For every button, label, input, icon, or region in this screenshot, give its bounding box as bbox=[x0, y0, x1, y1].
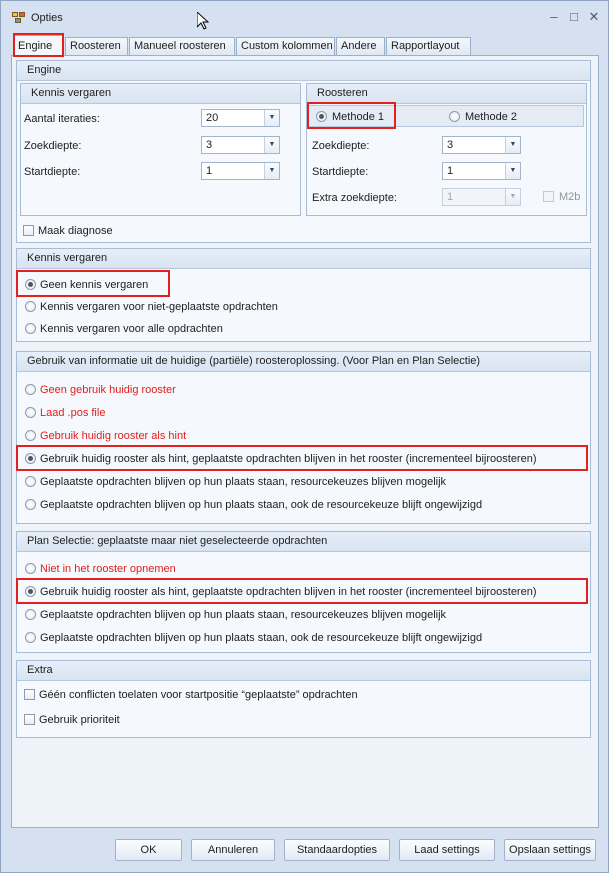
extra-zoekdiepte-label: Extra zoekdiepte: bbox=[312, 192, 397, 204]
aantal-iteraties-combo[interactable] bbox=[201, 109, 280, 127]
dropdown-arrow-icon[interactable]: ▼ bbox=[505, 137, 520, 153]
geen-kennis-radio[interactable] bbox=[25, 279, 36, 290]
tab-roosteren[interactable]: Roosteren bbox=[65, 37, 128, 56]
mouse-cursor-icon bbox=[197, 12, 209, 30]
hint-radio[interactable] bbox=[25, 430, 36, 441]
ps-incrementeel-label[interactable]: Gebruik huidig rooster als hint, geplaatste opdrachten blijven in het rooster (incrementeel bijroosteren) bbox=[40, 586, 537, 598]
m2b-checkbox bbox=[543, 191, 554, 202]
m2b-label: M2b bbox=[559, 191, 581, 203]
roosteren-zoekdiepte-value: 3 bbox=[447, 139, 454, 151]
maximize-icon[interactable]: □ bbox=[570, 9, 578, 24]
zoekdiepte-label: Zoekdiepte: bbox=[24, 140, 82, 152]
laad-pos-label[interactable]: Laad .pos file bbox=[40, 407, 106, 419]
roosteren-zoekdiepte-combo[interactable] bbox=[442, 136, 521, 154]
minimize-icon[interactable]: – bbox=[550, 9, 558, 24]
roosteren-startdiepte-label: Startdiepte: bbox=[312, 166, 369, 178]
extra-zoekdiepte-combo bbox=[442, 188, 521, 206]
extra-zoekdiepte-value: 1 bbox=[447, 191, 454, 203]
zoekdiepte-value: 3 bbox=[206, 139, 213, 151]
tab-engine[interactable]: Engine bbox=[13, 35, 64, 57]
maak-diagnose-checkbox[interactable] bbox=[23, 225, 34, 236]
incrementeel-radio[interactable] bbox=[25, 453, 36, 464]
roosteren-startdiepte-value: 1 bbox=[447, 165, 454, 177]
tab-rapportlayout[interactable]: Rapportlayout bbox=[386, 37, 471, 56]
geen-kennis-label[interactable]: Geen kennis vergaren bbox=[40, 279, 149, 291]
roosteren-settings-title: Roosteren bbox=[307, 84, 586, 104]
niet-opnemen-radio[interactable] bbox=[25, 563, 36, 574]
title-bar bbox=[1, 1, 608, 34]
app-icon bbox=[12, 12, 26, 24]
zoekdiepte-combo[interactable] bbox=[201, 136, 280, 154]
resourcekeuze-ongewijzigd-radio[interactable] bbox=[25, 499, 36, 510]
standaardopties-button[interactable]: Standaardopties bbox=[284, 839, 390, 861]
incrementeel-label[interactable]: Gebruik huidig rooster als hint, geplaatste opdrachten blijven in het rooster (incrementeel bijroosteren) bbox=[40, 453, 537, 465]
gebruik-prioriteit-checkbox[interactable] bbox=[24, 714, 35, 725]
dropdown-arrow-icon[interactable]: ▼ bbox=[264, 110, 279, 126]
kennis-settings-title: Kennis vergaren bbox=[21, 84, 300, 104]
startdiepte-combo[interactable] bbox=[201, 162, 280, 180]
ps-ongewijzigd-radio[interactable] bbox=[25, 632, 36, 643]
ps-resourcekeuzes-label[interactable]: Geplaatste opdrachten blijven op hun plaats staan, resourcekeuzes blijven mogelijk bbox=[40, 609, 447, 621]
extra-title: Extra bbox=[17, 661, 590, 681]
methode2-radio[interactable] bbox=[449, 111, 460, 122]
laad-settings-button[interactable]: Laad settings bbox=[399, 839, 495, 861]
engine-group-title: Engine bbox=[17, 61, 590, 81]
aantal-iteraties-label: Aantal iteraties: bbox=[24, 113, 100, 125]
startdiepte-label: Startdiepte: bbox=[24, 166, 81, 178]
dropdown-arrow-icon[interactable]: ▼ bbox=[264, 137, 279, 153]
roosteren-startdiepte-combo[interactable] bbox=[442, 162, 521, 180]
resourcekeuzes-mogelijk-label[interactable]: Geplaatste opdrachten blijven op hun plaats staan, resourcekeuzes blijven mogelijk bbox=[40, 476, 447, 488]
niet-opnemen-label[interactable]: Niet in het rooster opnemen bbox=[40, 563, 176, 575]
kennis-alle-label[interactable]: Kennis vergaren voor alle opdrachten bbox=[40, 323, 223, 335]
laad-pos-radio[interactable] bbox=[25, 407, 36, 418]
ps-incrementeel-radio[interactable] bbox=[25, 586, 36, 597]
aantal-iteraties-value: 20 bbox=[206, 112, 219, 124]
roosteren-zoekdiepte-label: Zoekdiepte: bbox=[312, 140, 370, 152]
ps-ongewijzigd-label[interactable]: Geplaatste opdrachten blijven op hun plaats staan, ook de resourcekeuze blijft ongewijzigd bbox=[40, 632, 483, 644]
tab-manueel-roosteren[interactable]: Manueel roosteren bbox=[129, 37, 235, 56]
methode2-label[interactable]: Methode 2 bbox=[465, 111, 517, 123]
opslaan-settings-button[interactable]: Opslaan settings bbox=[504, 839, 596, 861]
close-icon[interactable]: ✕ bbox=[588, 9, 600, 24]
dropdown-arrow-icon[interactable]: ▼ bbox=[505, 163, 520, 179]
geen-conflicten-label[interactable]: Géén conflicten toelaten voor startpositie “geplaatste” opdrachten bbox=[39, 689, 358, 701]
gebruik-prioriteit-label[interactable]: Gebruik prioriteit bbox=[39, 714, 120, 726]
dropdown-arrow-icon: ▼ bbox=[505, 189, 520, 205]
resourcekeuze-ongewijzigd-label[interactable]: Geplaatste opdrachten blijven op hun plaats staan, ook de resourcekeuze blijft ongewijzigd bbox=[40, 499, 483, 511]
kennis-niet-geplaatst-radio[interactable] bbox=[25, 301, 36, 312]
plan-selectie-title: Plan Selectie: geplaatste maar niet geselecteerde opdrachten bbox=[17, 532, 590, 552]
hint-label[interactable]: Gebruik huidig rooster als hint bbox=[40, 430, 187, 442]
kennis-niet-geplaatst-label[interactable]: Kennis vergaren voor niet-geplaatste opdrachten bbox=[40, 301, 278, 313]
tab-custom-kolommen[interactable]: Custom kolommen bbox=[236, 37, 335, 56]
methode1-radio[interactable] bbox=[316, 111, 327, 122]
geen-gebruik-label[interactable]: Geen gebruik huidig rooster bbox=[40, 384, 176, 396]
kennis-vergaren-title: Kennis vergaren bbox=[17, 249, 590, 269]
geen-gebruik-radio[interactable] bbox=[25, 384, 36, 395]
ps-resourcekeuzes-radio[interactable] bbox=[25, 609, 36, 620]
dropdown-arrow-icon[interactable]: ▼ bbox=[264, 163, 279, 179]
startdiepte-value: 1 bbox=[206, 165, 213, 177]
geen-conflicten-checkbox[interactable] bbox=[24, 689, 35, 700]
tab-andere[interactable]: Andere bbox=[336, 37, 385, 56]
methode1-label[interactable]: Methode 1 bbox=[332, 111, 384, 123]
annuleren-button[interactable]: Annuleren bbox=[191, 839, 275, 861]
ok-button[interactable]: OK bbox=[115, 839, 182, 861]
maak-diagnose-label[interactable]: Maak diagnose bbox=[38, 225, 113, 237]
window-title: Opties bbox=[31, 12, 63, 24]
gebruik-informatie-title: Gebruik van informatie uit de huidige (partiële) roosteroplossing. (Voor Plan en Plan Selectie) bbox=[17, 352, 590, 372]
resourcekeuzes-mogelijk-radio[interactable] bbox=[25, 476, 36, 487]
kennis-alle-radio[interactable] bbox=[25, 323, 36, 334]
